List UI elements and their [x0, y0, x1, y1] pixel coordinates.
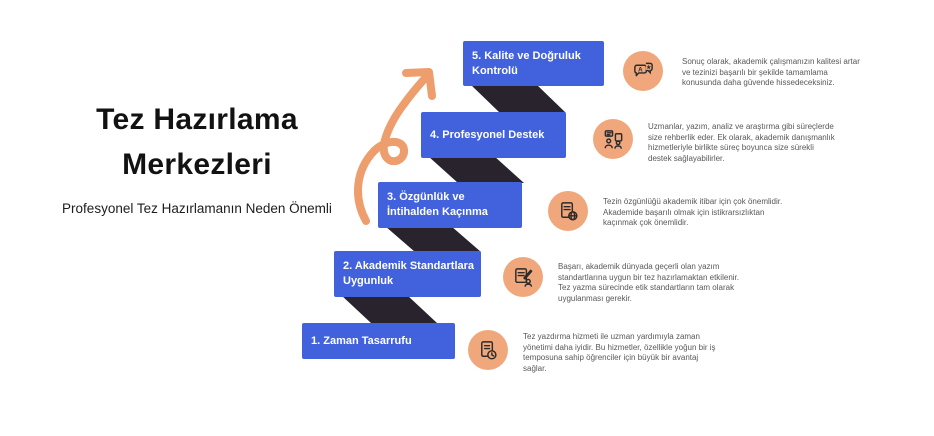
document-globe-icon [548, 191, 588, 231]
document-edit-person-icon [503, 257, 543, 297]
step-box-3 [378, 182, 522, 228]
step-connector-5 [470, 84, 566, 113]
step-description: Tez yazdırma hizmeti ile uzman yardımıyla zaman yönetimi daha iyidir. Bu hizmetler, özellikle yoğun bir iş temposuna sahip öğrenciler için büyük bir avantaj sağlar. [523, 332, 716, 373]
step-label: 1. Zaman Tasarrufu [311, 334, 412, 347]
page-title [30, 97, 364, 187]
page-title-line1: Tez Hazırlama [96, 103, 298, 136]
step-description: Tezin özgünlüğü akademik itibar için çok önemlidir. Akademide başarılı olmak için istikrarsızlıktan kaçınmak çok önemlidir. [603, 197, 783, 227]
step-label: 2. Akademik Standartlara Uygunluk [343, 260, 475, 287]
step-label: 3. Özgünlük ve İntihalden Kaçınma [387, 191, 488, 218]
step-description: Başarı, akademik dünyada geçerli olan yazım standartlarına uygun bir tez hazırlamaktan etkilenir. Tez yazma sürecinde etik standartların tam olarak uygulanması gerekir. [558, 262, 739, 303]
step-connector-2 [341, 295, 437, 323]
step-label: 4. Profesyonel Destek [430, 128, 545, 141]
step-description: Sonuç olarak, akademik çalışmanızın kalitesi artar ve tezinizi başarılı bir şekilde tamamlama konusunda daha güvende hissedeceksiniz. [682, 57, 860, 87]
step-box-4 [421, 112, 566, 158]
step-label: 5. Kalite ve Doğruluk Kontrolü [472, 49, 581, 77]
title-block [30, 97, 364, 216]
svg-text:A: A [637, 65, 643, 73]
svg-text:★: ★ [645, 64, 651, 71]
page-title-line2: Merkezleri [122, 148, 272, 181]
document-clock-icon [468, 330, 508, 370]
step-box-2 [334, 251, 481, 297]
page-subtitle: Profesyonel Tez Hazırlamanın Neden Önemli [62, 201, 332, 216]
step-connector-4 [428, 156, 524, 183]
step-box-1 [302, 323, 455, 359]
translate-chat-icon [623, 51, 663, 91]
step-description: Uzmanlar, yazım, analiz ve araştırma gibi süreçlerde size rehberlik eder. Ek olarak, akademik danışmanlık hizmetleriyle birlikte süreç boyunca size sürekli destek sağlayabilirler. [648, 122, 835, 163]
people-chat-icon [593, 119, 633, 159]
step-connector-3 [385, 226, 481, 252]
step-box-5 [463, 41, 604, 86]
